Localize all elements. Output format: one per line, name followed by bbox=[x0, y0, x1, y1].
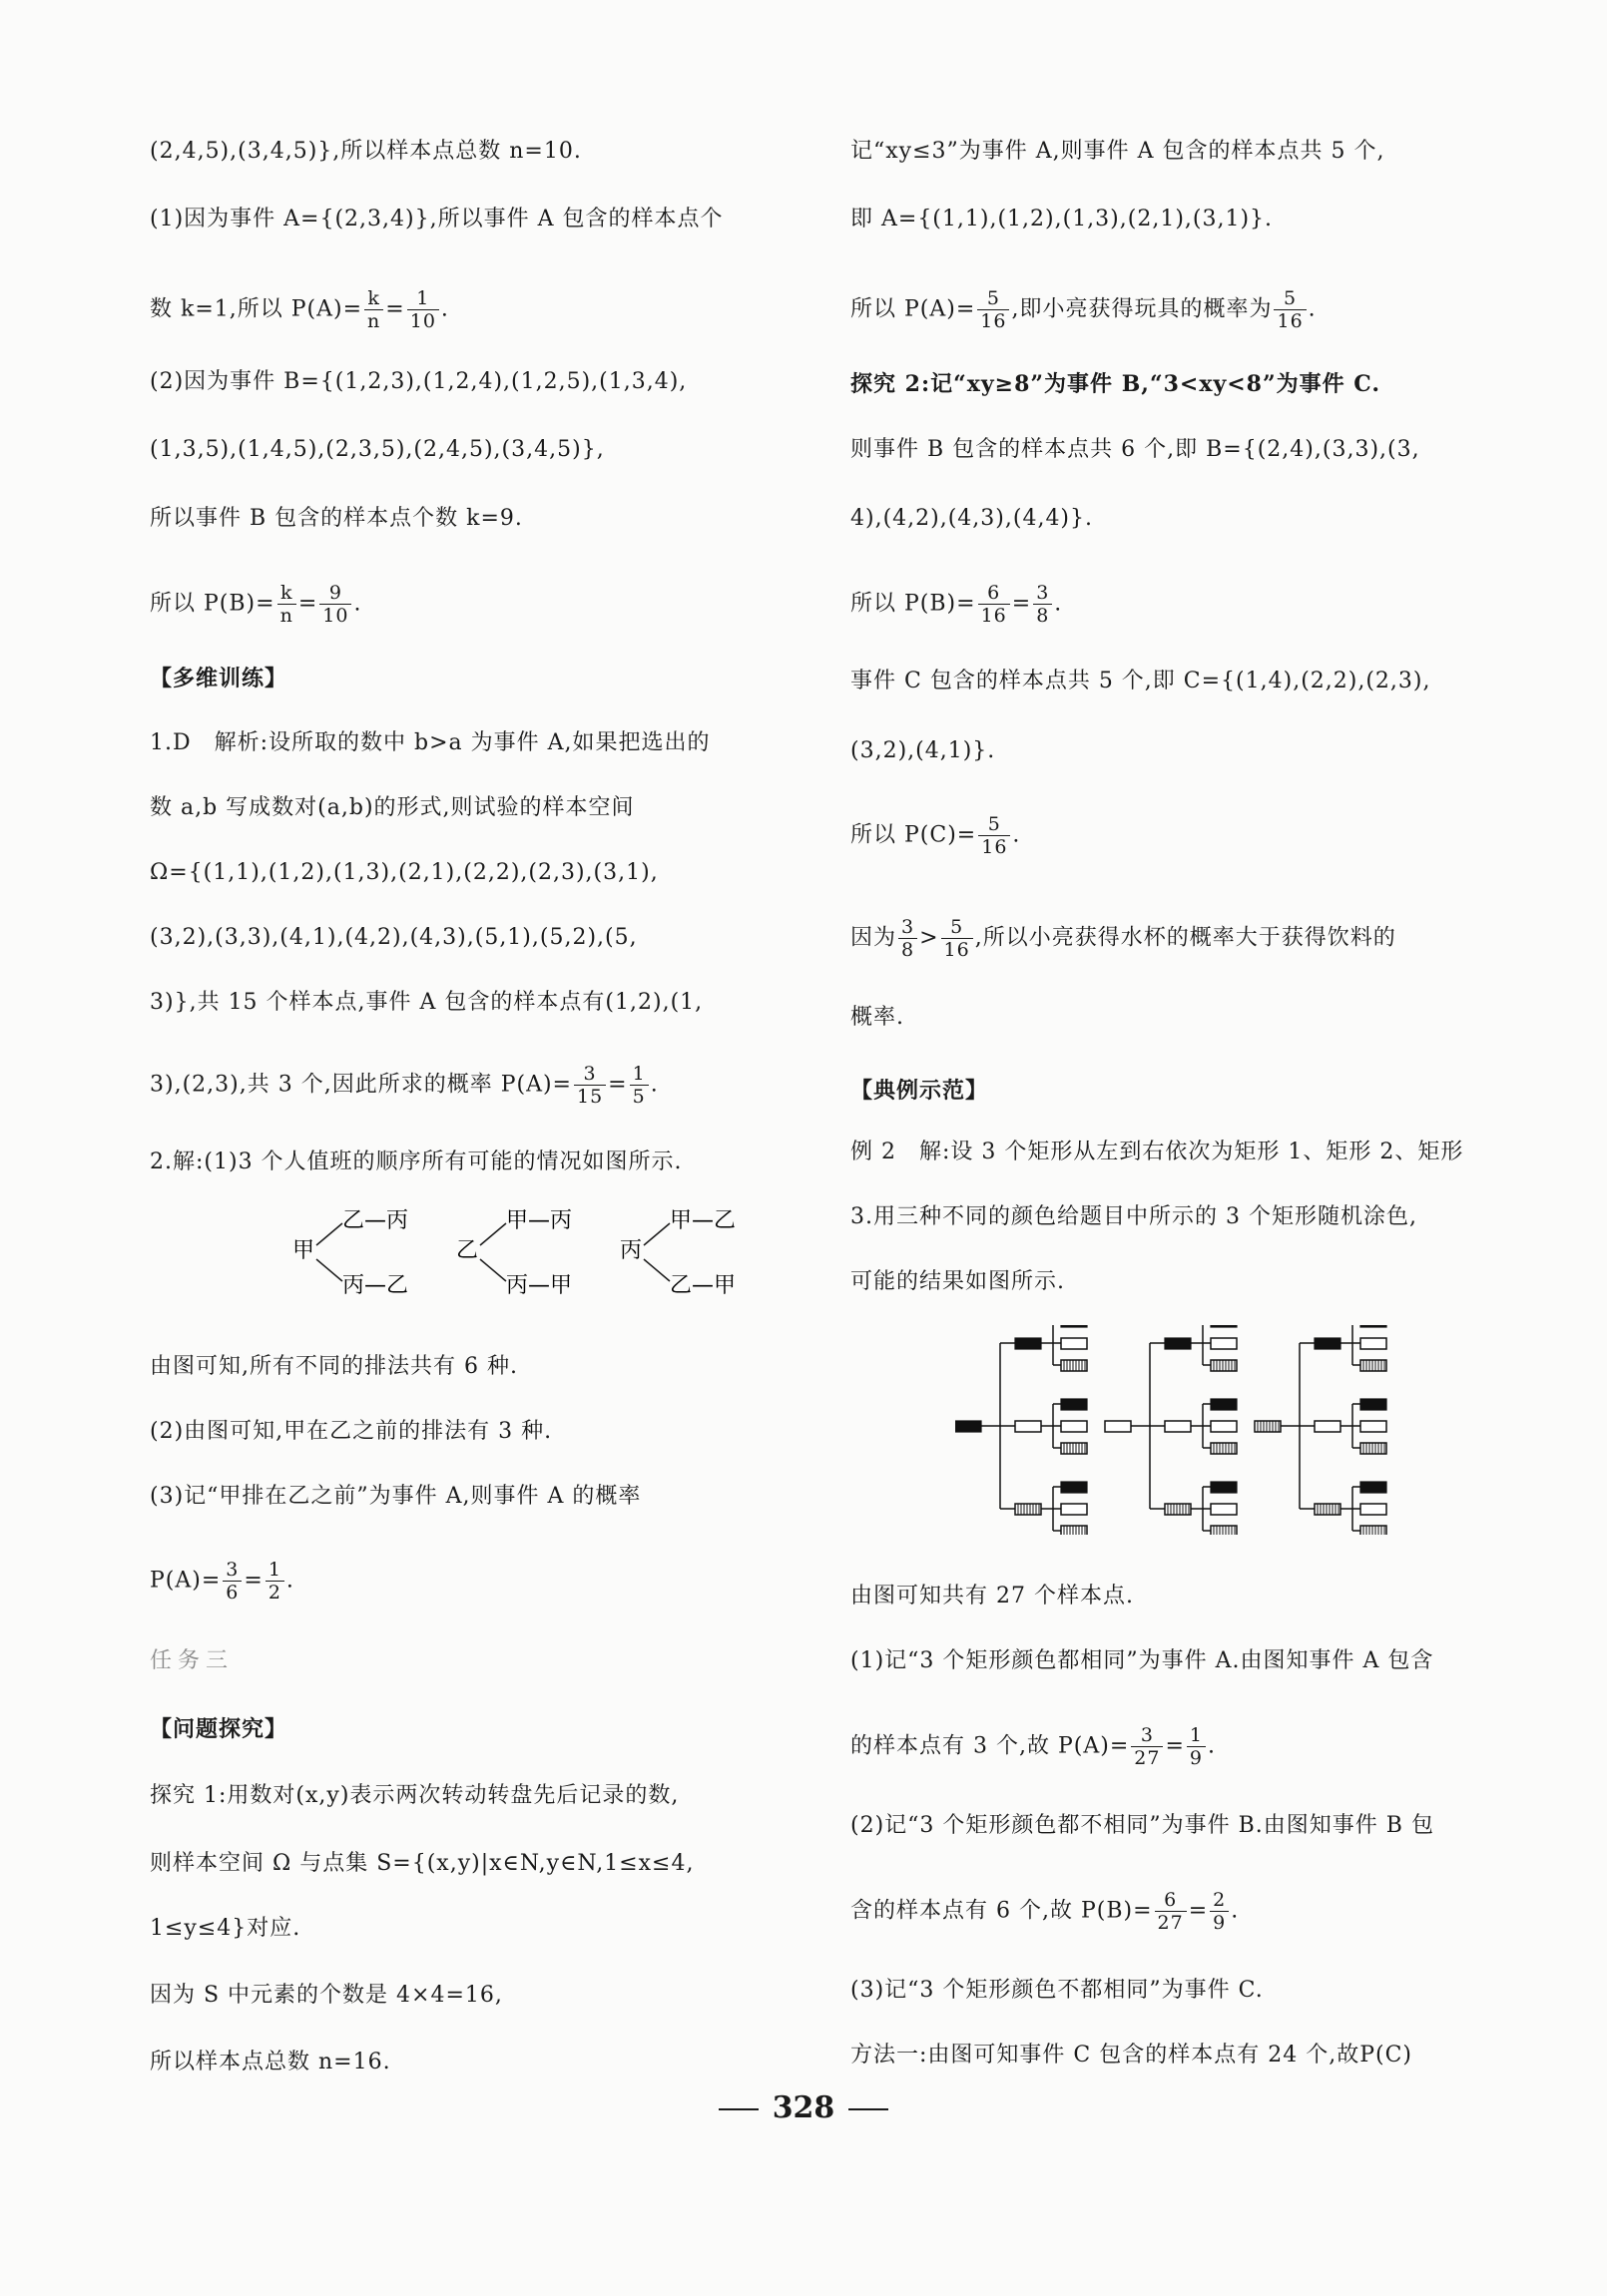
fraction: $\frac{1}{2}$ bbox=[266, 1559, 284, 1604]
text-line: 由图可知共有 27 个样本点. bbox=[850, 1584, 1134, 1608]
section-heading: 【多维训练】 bbox=[150, 666, 288, 691]
section-heading: 【典例示范】 bbox=[850, 1078, 989, 1104]
fraction: $\frac{6}{27}$ bbox=[1155, 1889, 1187, 1934]
text-line: 4),(4,2),(4,3),(4,4)}. bbox=[850, 506, 1094, 531]
text-line: 3.用三种不同的颜色给题目中所示的 3 个矩形随机涂色, bbox=[850, 1204, 1417, 1229]
formula-line: 数 k=1,所以 P(A)= $\frac{k}{n}$ = $\frac{1}{10}$ . bbox=[150, 287, 449, 332]
formula-line: 所以 P(B)= $\frac{k}{n}$ = $\frac{9}{10}$ . bbox=[150, 582, 362, 627]
color-box-white bbox=[1105, 1421, 1131, 1432]
text-line: 概率. bbox=[850, 1005, 904, 1030]
color-box-black bbox=[1061, 1325, 1087, 1327]
formula-line: 所以 P(B)= $\frac{6}{16}$ = $\frac{3}{8}$ . bbox=[850, 582, 1063, 627]
fraction: $\frac{1}{5}$ bbox=[630, 1063, 649, 1108]
fraction: $\frac{5}{16}$ bbox=[1274, 287, 1306, 332]
tree-branch: 丙—甲 bbox=[506, 1273, 573, 1298]
text-line: 数 a,b 写成数对(a,b)的形式,则试验的样本空间 bbox=[150, 795, 635, 820]
color-tree-diagram bbox=[955, 1325, 1474, 1535]
color-box-black bbox=[1015, 1338, 1041, 1349]
color-box-white bbox=[1211, 1421, 1237, 1432]
color-box-white bbox=[1360, 1421, 1386, 1432]
tree-branch: 乙—丙 bbox=[342, 1208, 409, 1233]
color-box-striped bbox=[1061, 1443, 1087, 1454]
duty-order-tree-diagram bbox=[284, 1197, 843, 1307]
tree-2 bbox=[456, 1208, 572, 1298]
text-line: 则事件 B 包含的样本点共 6 个,即 B={(2,4),(3,3),(3, bbox=[850, 437, 1420, 462]
tree-root: 乙 bbox=[456, 1238, 479, 1263]
fraction: $\frac{1}{9}$ bbox=[1187, 1724, 1206, 1769]
text-line: 即 A={(1,1),(1,2),(1,3),(2,1),(3,1)}. bbox=[850, 207, 1274, 231]
color-box-striped bbox=[1360, 1443, 1386, 1454]
fraction: $\frac{9}{10}$ bbox=[319, 582, 351, 627]
color-box-white bbox=[1360, 1504, 1386, 1515]
fraction: $\frac{5}{16}$ bbox=[941, 916, 973, 961]
text-line: (1)记“3 个矩形颜色都相同”为事件 A.由图知事件 A 包含 bbox=[850, 1648, 1434, 1673]
tree-branch: 甲—乙 bbox=[670, 1208, 737, 1233]
fraction: $\frac{2}{9}$ bbox=[1210, 1889, 1229, 1934]
fraction: $\frac{1}{10}$ bbox=[407, 287, 439, 332]
fraction: $\frac{k}{n}$ bbox=[364, 287, 383, 332]
text-line: (2)由图可知,甲在乙之前的排法有 3 种. bbox=[150, 1419, 553, 1444]
color-box-black bbox=[1360, 1482, 1386, 1493]
text-line: 因为 S 中元素的个数是 4×4=16, bbox=[150, 1983, 503, 2008]
text-line: 由图可知,所有不同的排法共有 6 种. bbox=[150, 1354, 518, 1379]
color-box-black bbox=[1360, 1399, 1386, 1410]
fraction: $\frac{3}{6}$ bbox=[223, 1559, 242, 1604]
text-line: 1≤y≤4}对应. bbox=[150, 1916, 301, 1941]
text-line: (3,2),(4,1)}. bbox=[850, 738, 996, 763]
fraction: $\frac{5}{16}$ bbox=[978, 813, 1010, 858]
formula-line: 3),(2,3),共 3 个,因此所求的概率 P(A)= $\frac{3}{15}$ = $\frac{1}{5}$ . bbox=[150, 1063, 659, 1108]
fraction: $\frac{k}{n}$ bbox=[277, 582, 296, 627]
color-box-white bbox=[1360, 1338, 1386, 1349]
color-box-black bbox=[955, 1421, 981, 1432]
color-box-white bbox=[1211, 1504, 1237, 1515]
color-box-white bbox=[1015, 1421, 1041, 1432]
color-box-white bbox=[1061, 1504, 1087, 1515]
text-line: 1.D 解析:设所取的数中 b>a 为事件 A,如果把选出的 bbox=[150, 730, 711, 755]
formula-line: 所以 P(A)= $\frac{5}{16}$ ,即小亮获得玩具的概率为 $\frac{5}{16}$ . bbox=[850, 287, 1317, 332]
formula-line: 因为 $\frac{3}{8}$ > $\frac{5}{16}$ ,所以小亮获得水杯的概率大于获得饮料的 bbox=[850, 916, 1396, 961]
color-box-striped bbox=[1211, 1360, 1237, 1371]
text-line: (2)记“3 个矩形颜色都不相同”为事件 B.由图知事件 B 包 bbox=[850, 1813, 1434, 1838]
text-line: 则样本空间 Ω 与点集 S={(x,y)|x∈N,y∈N,1≤x≤4, bbox=[150, 1851, 695, 1876]
color-box-striped bbox=[1211, 1526, 1237, 1535]
fraction: $\frac{6}{16}$ bbox=[978, 582, 1010, 627]
fraction: $\frac{5}{16}$ bbox=[977, 287, 1009, 332]
color-box-striped bbox=[1315, 1504, 1340, 1515]
color-box-striped bbox=[1360, 1360, 1386, 1371]
tree-branch: 乙—甲 bbox=[670, 1273, 737, 1298]
fraction: $\frac{3}{27}$ bbox=[1131, 1724, 1163, 1769]
color-box-striped bbox=[1255, 1421, 1281, 1432]
color-box-black bbox=[1211, 1325, 1237, 1327]
text-line: 所以事件 B 包含的样本点个数 k=9. bbox=[150, 506, 523, 531]
color-box-black bbox=[1165, 1338, 1191, 1349]
formula-line: 的样本点有 3 个,故 P(A)= $\frac{3}{27}$ = $\frac{1}{9}$ . bbox=[850, 1724, 1216, 1769]
text-line: 记“xy≤3”为事件 A,则事件 A 包含的样本点共 5 个, bbox=[850, 139, 1385, 164]
text-line: (1)因为事件 A={(2,3,4)},所以事件 A 包含的样本点个 bbox=[150, 207, 724, 231]
color-box-striped bbox=[1360, 1526, 1386, 1535]
tree-1 bbox=[292, 1208, 408, 1298]
color-box-black bbox=[1360, 1325, 1386, 1327]
color-box-black bbox=[1061, 1482, 1087, 1493]
tree-root: 丙 bbox=[620, 1238, 643, 1263]
tree-root: 甲 bbox=[292, 1238, 315, 1263]
color-box-striped bbox=[1165, 1504, 1191, 1515]
color-box-white bbox=[1211, 1338, 1237, 1349]
color-box-striped bbox=[1061, 1360, 1087, 1371]
text-line: (3)记“甲排在乙之前”为事件 A,则事件 A 的概率 bbox=[150, 1484, 642, 1509]
tree-3 bbox=[620, 1208, 736, 1298]
color-box-black bbox=[1211, 1399, 1237, 1410]
formula-line: 含的样本点有 6 个,故 P(B)= $\frac{6}{27}$ = $\frac{2}{9}$ . bbox=[850, 1889, 1240, 1934]
text-line: 方法一:由图可知事件 C 包含的样本点有 24 个,故P(C) bbox=[850, 2043, 1413, 2067]
text-line: 可能的结果如图所示. bbox=[850, 1269, 1065, 1294]
text-line: Ω={(1,1),(1,2),(1,3),(2,1),(2,2),(2,3),(3,1), bbox=[150, 860, 659, 885]
color-box-black bbox=[1211, 1482, 1237, 1493]
text-line: (3)记“3 个矩形颜色不都相同”为事件 C. bbox=[850, 1978, 1264, 2003]
fraction: $\frac{3}{8}$ bbox=[1033, 582, 1052, 627]
color-box-black bbox=[1315, 1338, 1340, 1349]
tree-branch: 丙—乙 bbox=[342, 1273, 409, 1298]
color-box-white bbox=[1165, 1421, 1191, 1432]
color-box-striped bbox=[1015, 1504, 1041, 1515]
text-line: (1,3,5),(1,4,5),(2,3,5),(2,4,5),(3,4,5)}, bbox=[150, 437, 605, 462]
color-box-striped bbox=[1061, 1526, 1087, 1535]
color-box-black bbox=[1061, 1399, 1087, 1410]
text-line: 所以样本点总数 n=16. bbox=[150, 2050, 391, 2074]
text-line: 3)},共 15 个样本点,事件 A 包含的样本点有(1,2),(1, bbox=[150, 990, 704, 1015]
text-line: 探究 1:用数对(x,y)表示两次转动转盘先后记录的数, bbox=[150, 1783, 680, 1808]
color-box-white bbox=[1315, 1421, 1340, 1432]
text-line: 例 2 解:设 3 个矩形从左到右依次为矩形 1、矩形 2、矩形 bbox=[850, 1140, 1464, 1164]
section-heading: 【问题探究】 bbox=[150, 1716, 288, 1742]
task-title: 任务三 bbox=[150, 1648, 235, 1673]
formula-line: P(A)= $\frac{3}{6}$ = $\frac{1}{2}$ . bbox=[150, 1559, 294, 1604]
color-box-white bbox=[1061, 1421, 1087, 1432]
fraction: $\frac{3}{8}$ bbox=[898, 916, 917, 961]
text-line: (2,4,5),(3,4,5)},所以样本点总数 n=10. bbox=[150, 139, 582, 164]
tree-branch: 甲—丙 bbox=[506, 1208, 573, 1233]
page-number: 328 bbox=[699, 2090, 908, 2125]
formula-line: 所以 P(C)= $\frac{5}{16}$ . bbox=[850, 813, 1021, 858]
color-box-striped bbox=[1211, 1443, 1237, 1454]
color-box-white bbox=[1061, 1338, 1087, 1349]
text-line: 探究 2:记“xy≥8”为事件 B,“3<xy<8”为事件 C. bbox=[850, 371, 1381, 397]
text-line: (3,2),(3,3),(4,1),(4,2),(4,3),(5,1),(5,2),(5, bbox=[150, 925, 638, 950]
text-line: 事件 C 包含的样本点共 5 个,即 C={(1,4),(2,2),(2,3), bbox=[850, 669, 1431, 693]
text-line: (2)因为事件 B={(1,2,3),(1,2,4),(1,2,5),(1,3,4), bbox=[150, 369, 688, 394]
text-line: 2.解:(1)3 个人值班的顺序所有可能的情况如图所示. bbox=[150, 1149, 683, 1174]
fraction: $\frac{3}{15}$ bbox=[574, 1063, 606, 1108]
